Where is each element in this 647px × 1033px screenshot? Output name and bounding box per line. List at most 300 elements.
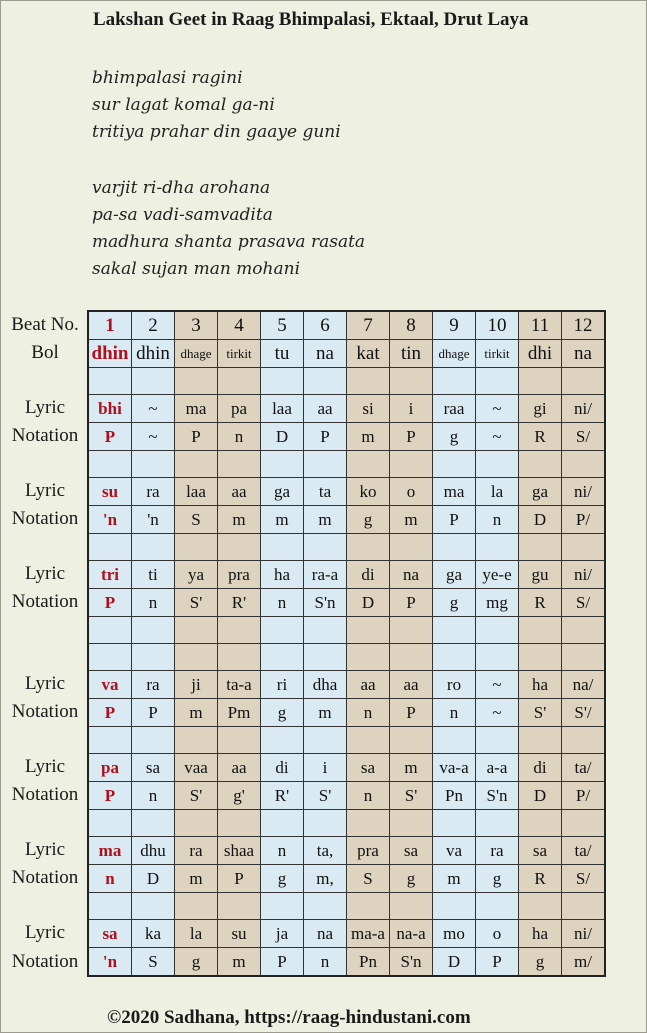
lyric-cell: ti xyxy=(132,561,175,589)
beat-no-label: Beat No. xyxy=(11,314,79,335)
notation-cell: m xyxy=(175,699,218,727)
lyric-cell: ri xyxy=(261,671,304,699)
lyric-cell: pra xyxy=(347,837,390,865)
empty-cell xyxy=(519,893,562,920)
verse-line: tritiya prahar din gaaye guni xyxy=(92,122,341,142)
lyric-cell: o xyxy=(476,920,519,948)
notation-label: Notation xyxy=(11,867,79,888)
empty-cell xyxy=(390,451,433,478)
lyric-row xyxy=(88,671,605,699)
empty-cell xyxy=(88,534,132,561)
notation-cell: 'n xyxy=(132,506,175,534)
notation-cell: 'n xyxy=(88,506,132,534)
notation-cell: m xyxy=(304,699,347,727)
lyric-cell: ni/ xyxy=(562,920,606,948)
notation-cell: P xyxy=(88,589,132,617)
lyric-cell: ro xyxy=(433,671,476,699)
empty-cell xyxy=(562,451,606,478)
notation-cell: D xyxy=(519,782,562,810)
bol-cell: tirkit xyxy=(476,340,519,368)
empty-cell xyxy=(132,727,175,754)
bol-cell: dhin xyxy=(132,340,175,368)
notation-cell: D xyxy=(132,865,175,893)
lyric-cell: ta/ xyxy=(562,837,606,865)
empty-cell xyxy=(519,368,562,395)
lyric-cell: ni/ xyxy=(562,395,606,423)
page-title: Lakshan Geet in Raag Bhimpalasi, Ektaal, Drut Laya xyxy=(93,9,529,30)
empty-cell xyxy=(304,644,347,671)
lyric-cell: ~ xyxy=(132,395,175,423)
empty-cell xyxy=(88,893,132,920)
lyric-cell: na-a xyxy=(390,920,433,948)
lyric-row xyxy=(88,478,605,506)
notation-cell: n xyxy=(347,699,390,727)
empty-cell xyxy=(132,368,175,395)
bol-cell: dhin xyxy=(88,340,132,368)
empty-cell xyxy=(562,617,606,644)
notation-cell: S' xyxy=(175,782,218,810)
notation-cell: g xyxy=(261,699,304,727)
empty-cell xyxy=(175,644,218,671)
lyric-cell: ta, xyxy=(304,837,347,865)
lyric-cell: ~ xyxy=(476,671,519,699)
lyric-cell: aa xyxy=(347,671,390,699)
notation-cell: g xyxy=(390,865,433,893)
lyric-cell: ha xyxy=(519,671,562,699)
empty-cell xyxy=(390,727,433,754)
empty-cell xyxy=(390,617,433,644)
notation-cell: S' xyxy=(175,589,218,617)
lyric-cell: ma xyxy=(175,395,218,423)
notation-cell: S' xyxy=(519,699,562,727)
empty-cell xyxy=(88,644,132,671)
empty-cell xyxy=(261,893,304,920)
empty-cell xyxy=(132,451,175,478)
lyric-cell: ja xyxy=(261,920,304,948)
notation-label: Notation xyxy=(11,508,79,529)
notation-cell: m xyxy=(304,506,347,534)
notation-cell: P xyxy=(88,782,132,810)
empty-cell xyxy=(390,534,433,561)
beat-number: 2 xyxy=(132,311,175,340)
empty-cell xyxy=(88,368,132,395)
spacer-row xyxy=(88,727,605,754)
lyric-cell: gu xyxy=(519,561,562,589)
empty-cell xyxy=(218,727,261,754)
notation-row xyxy=(88,948,605,977)
beat-number: 8 xyxy=(390,311,433,340)
lyric-cell: aa xyxy=(218,478,261,506)
empty-cell xyxy=(433,368,476,395)
empty-cell xyxy=(519,451,562,478)
empty-cell xyxy=(175,534,218,561)
empty-cell xyxy=(218,451,261,478)
notation-cell: P xyxy=(304,423,347,451)
lyric-cell: si xyxy=(347,395,390,423)
verse-line: madhura shanta prasava rasata xyxy=(92,232,366,252)
lyric-row xyxy=(88,395,605,423)
lyric-cell: na xyxy=(304,920,347,948)
notation-row xyxy=(88,506,605,534)
notation-cell: P xyxy=(433,506,476,534)
empty-cell xyxy=(88,810,132,837)
notation-cell: R xyxy=(519,589,562,617)
notation-cell: n xyxy=(304,948,347,977)
lyric-cell: ma xyxy=(433,478,476,506)
notation-cell: S xyxy=(132,948,175,977)
lyric-row xyxy=(88,754,605,782)
notation-cell: n xyxy=(218,423,261,451)
lyric-cell: m xyxy=(390,754,433,782)
notation-cell: n xyxy=(88,865,132,893)
empty-cell xyxy=(562,534,606,561)
lyric-label: Lyric xyxy=(24,922,66,943)
spacer-row xyxy=(88,451,605,478)
empty-cell xyxy=(347,893,390,920)
notation-row xyxy=(88,699,605,727)
lyric-cell: ma-a xyxy=(347,920,390,948)
notation-row xyxy=(88,589,605,617)
notation-row xyxy=(88,423,605,451)
notation-cell: P xyxy=(175,423,218,451)
verse-stanza-2 xyxy=(92,175,365,283)
lyric-cell: di xyxy=(261,754,304,782)
notation-label: Notation xyxy=(11,701,79,722)
empty-cell xyxy=(347,727,390,754)
empty-cell xyxy=(132,644,175,671)
lyric-cell: ra-a xyxy=(304,561,347,589)
spacer-row xyxy=(88,368,605,395)
lyric-cell: shaa xyxy=(218,837,261,865)
lyric-cell: na xyxy=(390,561,433,589)
empty-cell xyxy=(175,451,218,478)
empty-cell xyxy=(261,534,304,561)
lyric-cell: na/ xyxy=(562,671,606,699)
lyric-cell: raa xyxy=(433,395,476,423)
lyric-cell: sa xyxy=(347,754,390,782)
notation-cell: D xyxy=(433,948,476,977)
lyric-cell: dha xyxy=(304,671,347,699)
notation-cell: n xyxy=(132,589,175,617)
empty-cell xyxy=(175,368,218,395)
notation-cell: n xyxy=(261,589,304,617)
lyric-cell: ra xyxy=(175,837,218,865)
lyric-label: Lyric xyxy=(24,839,66,860)
beat-number: 7 xyxy=(347,311,390,340)
notation-cell: g xyxy=(476,865,519,893)
lyric-cell: ta-a xyxy=(218,671,261,699)
lyric-cell: pa xyxy=(218,395,261,423)
notation-cell: D xyxy=(347,589,390,617)
notation-cell: P xyxy=(88,699,132,727)
spacer-row xyxy=(88,617,605,644)
bol-cell: tin xyxy=(390,340,433,368)
lyric-cell: ta xyxy=(304,478,347,506)
empty-cell xyxy=(433,451,476,478)
beat-number: 11 xyxy=(519,311,562,340)
notation-cell: P xyxy=(218,865,261,893)
empty-cell xyxy=(261,644,304,671)
notation-cell: P/ xyxy=(562,506,606,534)
notation-cell: g' xyxy=(218,782,261,810)
empty-cell xyxy=(261,810,304,837)
lyric-cell: ga xyxy=(519,478,562,506)
empty-cell xyxy=(519,727,562,754)
lyric-cell: va-a xyxy=(433,754,476,782)
beat-number: 3 xyxy=(175,311,218,340)
lyric-row xyxy=(88,920,605,948)
empty-cell xyxy=(261,368,304,395)
beat-number: 6 xyxy=(304,311,347,340)
bol-cell: dhage xyxy=(433,340,476,368)
empty-cell xyxy=(476,617,519,644)
lyric-cell: ha xyxy=(261,561,304,589)
lyric-cell: su xyxy=(218,920,261,948)
notation-row xyxy=(88,782,605,810)
notation-label: Notation xyxy=(11,784,79,805)
notation-cell: ~ xyxy=(132,423,175,451)
notation-cell: R' xyxy=(218,589,261,617)
notation-cell: m xyxy=(347,423,390,451)
spacer-row xyxy=(88,810,605,837)
notation-cell: S/ xyxy=(562,589,606,617)
lyric-cell: ha xyxy=(519,920,562,948)
beat-number: 9 xyxy=(433,311,476,340)
empty-cell xyxy=(476,451,519,478)
lyric-cell: sa xyxy=(88,920,132,948)
notation-cell: S' xyxy=(304,782,347,810)
lyric-cell: ga xyxy=(433,561,476,589)
empty-cell xyxy=(175,727,218,754)
empty-cell xyxy=(347,451,390,478)
empty-cell xyxy=(476,893,519,920)
lyric-cell: pra xyxy=(218,561,261,589)
notation-cell: ~ xyxy=(476,423,519,451)
bol-cell: na xyxy=(304,340,347,368)
lyric-label: Lyric xyxy=(24,397,66,418)
notation-cell: P xyxy=(476,948,519,977)
lyric-cell: a-a xyxy=(476,754,519,782)
notation-cell: m xyxy=(433,865,476,893)
empty-cell xyxy=(390,810,433,837)
empty-cell xyxy=(519,644,562,671)
notation-cell: n xyxy=(476,506,519,534)
empty-cell xyxy=(261,451,304,478)
notation-cell: mg xyxy=(476,589,519,617)
empty-cell xyxy=(304,617,347,644)
notation-cell: S'n xyxy=(476,782,519,810)
spacer-row xyxy=(88,893,605,920)
beat-number: 12 xyxy=(562,311,606,340)
notation-cell: g xyxy=(433,589,476,617)
lyric-cell: laa xyxy=(175,478,218,506)
bol-cell: tirkit xyxy=(218,340,261,368)
notation-cell: S xyxy=(347,865,390,893)
bol-cell: dhage xyxy=(175,340,218,368)
lyric-label: Lyric xyxy=(24,563,66,584)
empty-cell xyxy=(218,534,261,561)
beat-number: 10 xyxy=(476,311,519,340)
notation-table xyxy=(87,310,606,977)
bol-cell: dhi xyxy=(519,340,562,368)
lyric-cell: sa xyxy=(390,837,433,865)
notation-label: Notation xyxy=(11,591,79,612)
empty-cell xyxy=(88,617,132,644)
lyric-cell: aa xyxy=(218,754,261,782)
notation-cell: P xyxy=(88,423,132,451)
empty-cell xyxy=(304,451,347,478)
bol-row xyxy=(88,340,605,368)
notation-cell: P xyxy=(390,589,433,617)
lyric-row xyxy=(88,561,605,589)
lyric-cell: dhu xyxy=(132,837,175,865)
lyric-cell: la xyxy=(476,478,519,506)
empty-cell xyxy=(132,893,175,920)
lyric-cell: aa xyxy=(390,671,433,699)
empty-cell xyxy=(347,534,390,561)
empty-cell xyxy=(218,368,261,395)
lyric-cell: la xyxy=(175,920,218,948)
empty-cell xyxy=(433,810,476,837)
lyric-row xyxy=(88,837,605,865)
empty-cell xyxy=(88,727,132,754)
empty-cell xyxy=(304,727,347,754)
notation-cell: R xyxy=(519,423,562,451)
notation-cell: P/ xyxy=(562,782,606,810)
notation-cell: Pm xyxy=(218,699,261,727)
lyric-cell: ni/ xyxy=(562,478,606,506)
notation-cell: P xyxy=(261,948,304,977)
notation-cell: S/ xyxy=(562,423,606,451)
empty-cell xyxy=(562,644,606,671)
empty-cell xyxy=(218,644,261,671)
empty-cell xyxy=(304,810,347,837)
empty-cell xyxy=(476,534,519,561)
empty-cell xyxy=(476,368,519,395)
notation-cell: m xyxy=(218,506,261,534)
empty-cell xyxy=(390,893,433,920)
empty-cell xyxy=(519,810,562,837)
empty-cell xyxy=(433,644,476,671)
empty-cell xyxy=(132,617,175,644)
lyric-cell: ta/ xyxy=(562,754,606,782)
notation-cell: m xyxy=(175,865,218,893)
lyric-cell: di xyxy=(347,561,390,589)
lyric-label: Lyric xyxy=(24,480,66,501)
empty-cell xyxy=(519,617,562,644)
lyric-cell: n xyxy=(261,837,304,865)
lyric-cell: sa xyxy=(519,837,562,865)
notation-cell: S/ xyxy=(562,865,606,893)
lyric-cell: di xyxy=(519,754,562,782)
empty-cell xyxy=(562,368,606,395)
lyric-cell: pa xyxy=(88,754,132,782)
notation-cell: m xyxy=(261,506,304,534)
empty-cell xyxy=(347,644,390,671)
bol-cell: kat xyxy=(347,340,390,368)
empty-cell xyxy=(390,368,433,395)
notation-cell: ~ xyxy=(476,699,519,727)
bol-label: Bol xyxy=(31,342,59,363)
lyric-label: Lyric xyxy=(24,756,66,777)
notation-cell: m/ xyxy=(562,948,606,977)
lyric-cell: ji xyxy=(175,671,218,699)
lyric-cell: bhi xyxy=(88,395,132,423)
empty-cell xyxy=(175,810,218,837)
empty-cell xyxy=(88,451,132,478)
lyric-cell: laa xyxy=(261,395,304,423)
notation-cell: S'/ xyxy=(562,699,606,727)
lyric-cell: su xyxy=(88,478,132,506)
notation-cell: Pn xyxy=(347,948,390,977)
empty-cell xyxy=(390,644,433,671)
notation-cell: m xyxy=(390,506,433,534)
notation-cell: m, xyxy=(304,865,347,893)
empty-cell xyxy=(175,617,218,644)
lyric-cell: ya xyxy=(175,561,218,589)
empty-cell xyxy=(261,727,304,754)
lyric-cell: i xyxy=(304,754,347,782)
empty-cell xyxy=(304,893,347,920)
verse-line: bhimpalasi ragini xyxy=(92,68,243,88)
notation-cell: S' xyxy=(390,782,433,810)
verse-line: pa-sa vadi-samvadita xyxy=(92,205,273,225)
notation-cell: R' xyxy=(261,782,304,810)
notation-cell: g xyxy=(433,423,476,451)
empty-cell xyxy=(476,644,519,671)
notation-cell: n xyxy=(433,699,476,727)
notation-row xyxy=(88,865,605,893)
lyric-cell: ye-e xyxy=(476,561,519,589)
lyric-cell: ko xyxy=(347,478,390,506)
notation-cell: g xyxy=(347,506,390,534)
notation-cell: 'n xyxy=(88,948,132,977)
notation-cell: S'n xyxy=(304,589,347,617)
beat-row xyxy=(88,311,605,340)
notation-cell: D xyxy=(519,506,562,534)
notation-cell: S'n xyxy=(390,948,433,977)
lyric-cell: ra xyxy=(132,478,175,506)
verse-stanza-1 xyxy=(92,65,341,146)
lyric-cell: i xyxy=(390,395,433,423)
notation-cell: D xyxy=(261,423,304,451)
notation-cell: g xyxy=(519,948,562,977)
bol-cell: tu xyxy=(261,340,304,368)
notation-cell: Pn xyxy=(433,782,476,810)
empty-cell xyxy=(519,534,562,561)
empty-cell xyxy=(476,810,519,837)
lyric-cell: aa xyxy=(304,395,347,423)
empty-cell xyxy=(562,727,606,754)
empty-cell xyxy=(218,893,261,920)
spacer-row xyxy=(88,534,605,561)
beat-number: 1 xyxy=(88,311,132,340)
verse-line: sakal sujan man mohani xyxy=(92,259,301,279)
empty-cell xyxy=(562,810,606,837)
lyric-cell: tri xyxy=(88,561,132,589)
notation-cell: g xyxy=(175,948,218,977)
spacer-row xyxy=(88,644,605,671)
empty-cell xyxy=(562,893,606,920)
empty-cell xyxy=(132,810,175,837)
lyric-label: Lyric xyxy=(24,673,66,694)
empty-cell xyxy=(347,810,390,837)
empty-cell xyxy=(132,534,175,561)
notation-cell: m xyxy=(218,948,261,977)
lyric-cell: va xyxy=(433,837,476,865)
empty-cell xyxy=(433,727,476,754)
empty-cell xyxy=(347,617,390,644)
